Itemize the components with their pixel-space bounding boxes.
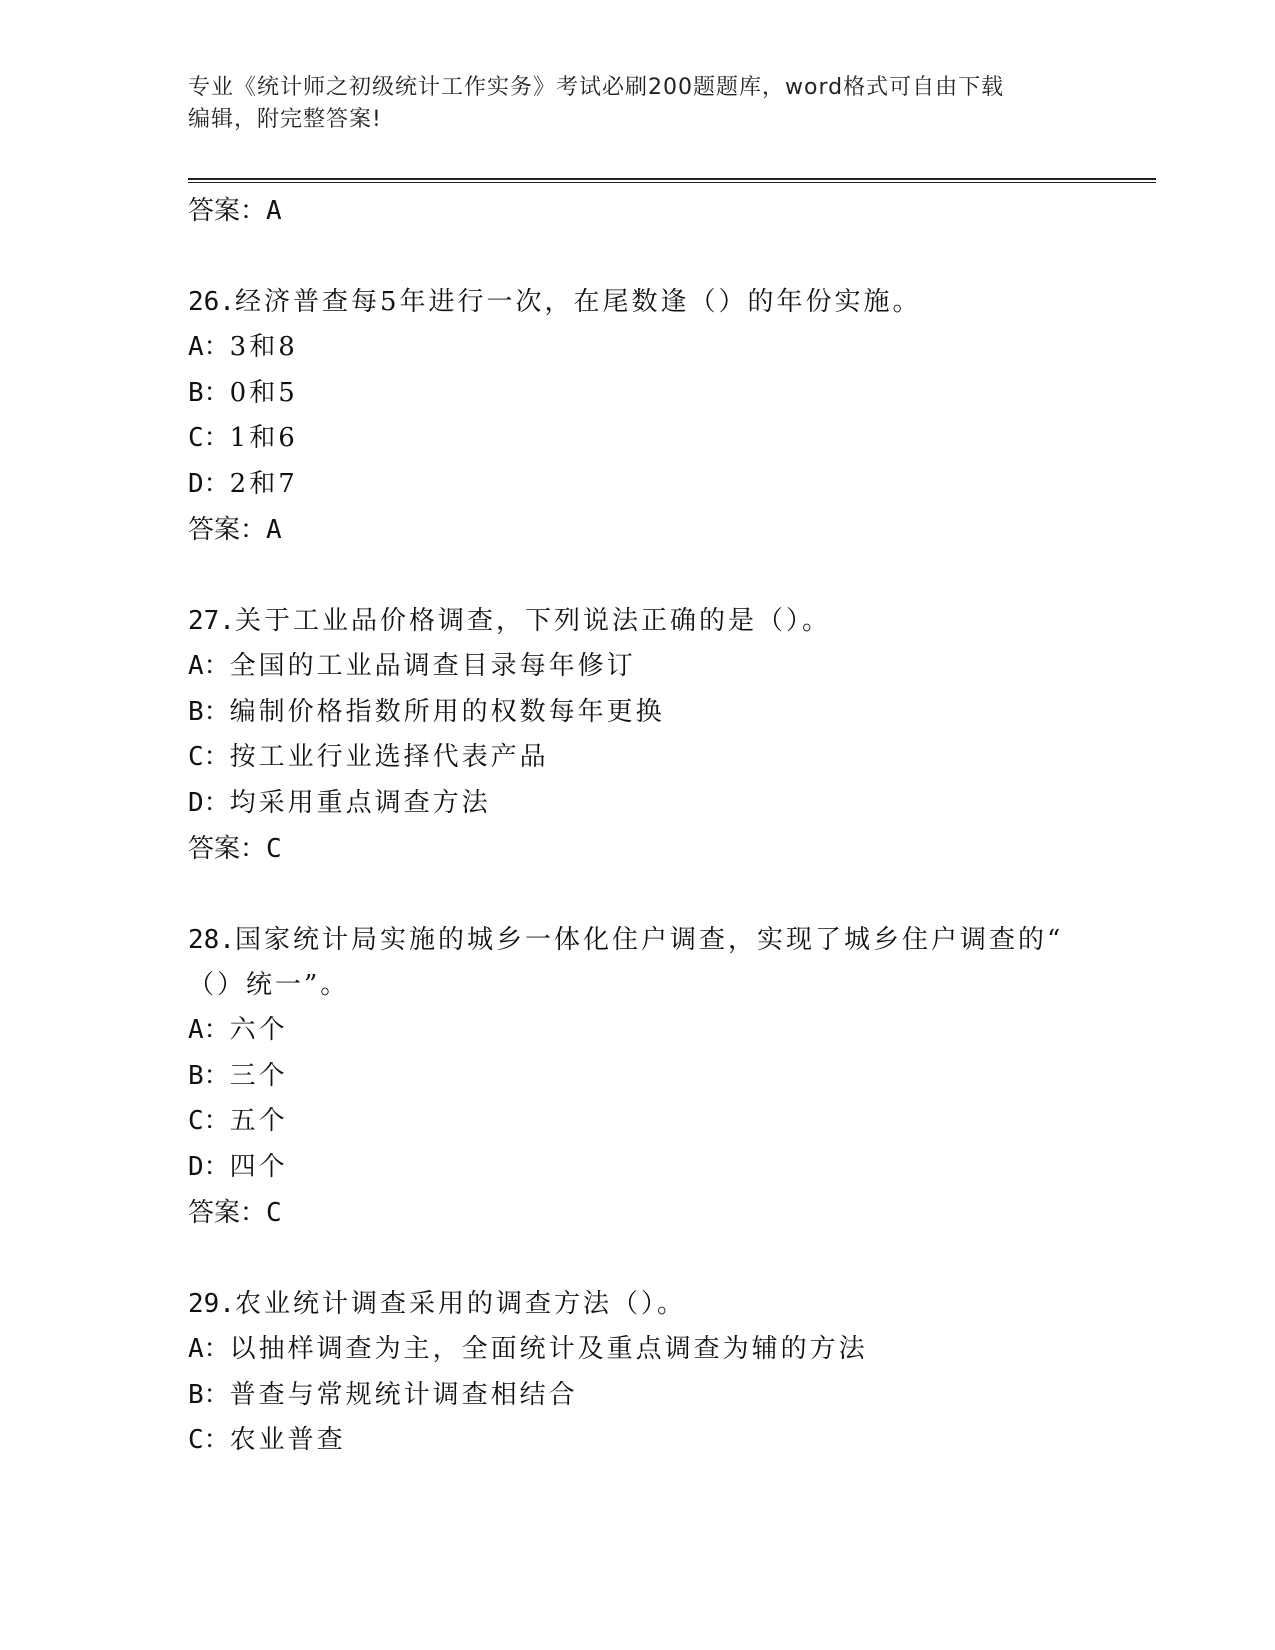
question-stem: 27.关于工业品价格调查，下列说法正确的是（）。 (188, 606, 831, 636)
question-stem: 28.国家统计局实施的城乡一体化住户调查，实现了城乡住户调查的“ (188, 925, 1064, 955)
answer-value: A (266, 196, 282, 226)
question-list (188, 188, 1148, 1464)
option-d: D：四个 (188, 1151, 288, 1182)
previous-answer (188, 188, 1148, 234)
option-a: A：以抽样调查为主，全面统计及重点调查为辅的方法 (188, 1334, 868, 1364)
question-27 (188, 599, 1148, 872)
answer-label: 答案： (188, 1198, 267, 1228)
option-a: A：全国的工业品调查目录每年修订 (188, 651, 636, 681)
option-c: C：按工业行业选择代表产品 (188, 742, 549, 772)
option-b: B：编制价格指数所用的权数每年更换 (188, 696, 665, 727)
option-b: B：普查与常规统计调查相结合 (188, 1379, 578, 1410)
option-a: A：3和8 (188, 332, 298, 362)
answer (188, 507, 1148, 553)
header-line-2: 编辑，附完整答案! (188, 107, 382, 132)
question-29 (188, 1282, 1148, 1464)
answer-label: 答案： (188, 834, 267, 864)
option-b: B：0和5 (188, 377, 298, 408)
answer (188, 1190, 1148, 1236)
header-line-1: 专业《统计师之初级统计工作实务》考试必刷200题题库，word格式可自由下载 (188, 75, 1005, 100)
answer-value: A (266, 515, 282, 545)
option-b: B：三个 (188, 1060, 288, 1091)
question-number: 27. (188, 606, 235, 636)
question-number: 26. (188, 287, 235, 317)
question-stem-continued: （）统一”。 (188, 970, 350, 1000)
answer-value: C (266, 1198, 282, 1228)
page-header (188, 72, 1068, 136)
option-a: A：六个 (188, 1015, 288, 1045)
answer-label: 答案： (188, 515, 267, 545)
question-26 (188, 280, 1148, 553)
option-c: C：五个 (188, 1106, 288, 1136)
question-number: 28. (188, 925, 235, 955)
answer (188, 826, 1148, 872)
question-stem: 26.经济普查每5年进行一次，在尾数逢（）的年份实施。 (188, 287, 922, 317)
question-28 (188, 918, 1148, 1236)
option-d: D：2和7 (188, 468, 298, 499)
header-divider (188, 178, 1156, 183)
answer-value: C (266, 834, 282, 864)
question-stem: 29.农业统计调查采用的调查方法（）。 (188, 1289, 686, 1319)
question-number: 29. (188, 1289, 235, 1319)
option-d: D：均采用重点调查方法 (188, 787, 491, 818)
option-c: C：1和6 (188, 423, 298, 453)
option-c: C：农业普查 (188, 1425, 346, 1455)
answer-label: 答案： (188, 196, 267, 226)
